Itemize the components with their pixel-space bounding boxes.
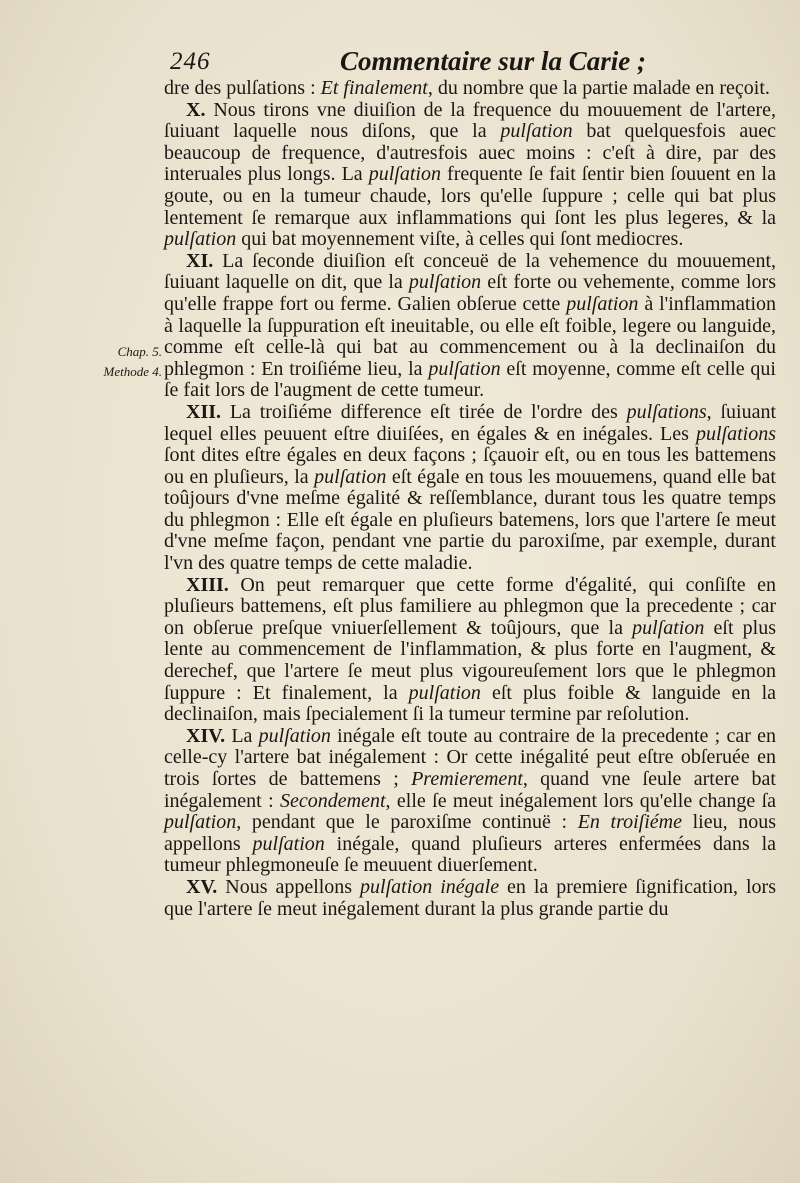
paragraph-xi: XI. La ſeconde diuiſion eſt conceuë de la vehemence du mouuement, ſuiuant laquelle on dit, que la pulſation eſt forte ou vehemente, comme lors qu'elle frappe fort ou ferme. Galien obſerue cette pulſation à l'inflammation à laquelle la ſuppuration eſt ineuitable, ou elle eſt foible, legere ou languide, comme eſt celle-là qui bat au commencement ou à la declinaiſon du phlegmon : En troiſiéme lieu, la pulſation eſt moyenne, comme eſt celle qui ſe fait lors de l'augment de cette tumeur. [164,249,777,402]
paragraph-number: XIV. [186,724,226,747]
body-text [164,78,776,920]
paragraph-number: XI. [186,249,214,272]
margin-note-chapter: Chap. 5. [117,344,162,359]
running-title: Commentaire sur la Carie ; [340,46,647,76]
paragraph-xiii: XIII. On peut remarquer que cette forme d'égalité, qui conſiſte en pluſieurs battemens, eſt plus familiere au phlegmon que la precedente ; car on obſerue preſque vniuerſellement & toûjours, que la pulſation eſt plus lente au commencement de l'inflammation, & plus forte en l'augment, & derechef, que l'artere ſe meut plus vigoureuſement lors que le phlegmon ſuppure : Et finalement, la pulſation eſt plus foible & languide en la declinaiſon, mais ſpecialement ſi la tumeur termine par reſolution. [164,573,776,726]
paragraph-xiv: XIV. La pulſation inégale eſt toute au contraire de la precedente ; car en celle-cy l'artere bat inégalement : Or cette inégalité peut eſtre obſeruée en trois ſortes de battemens ; Premierement, quand vne ſeule artere bat inégalement : Secondement, elle ſe meut inégalement lors qu'elle change ſa pulſation, pendant que le paroxiſme continuë : En troiſiéme lieu, nous appellons pulſation inégale, quand pluſieurs arteres enfermées dans la tumeur phlegmoneuſe ſe meuuent diuerſement. [164,724,777,877]
margin-note-method: Methode 4. [103,364,162,379]
page-number: 246 [170,48,211,75]
paragraph-number: X. [186,98,206,121]
paragraph-xii: XII. La troiſiéme difference eſt tirée de l'ordre des pulſations, ſuiuant lequel elles peuuent eſtre diuiſées, en égales & en inégales. Les pulſations ſont dites eſtre égales en deux façons ; ſçauoir eſt, ou en tous les battemens ou en pluſieurs, la pulſation eſt égale en tous les mouuemens, quand elle bat toûjours d'vne meſme égalité & reſſemblance, durant tous les quatre temps du phlegmon : Elle eſt égale en pluſieurs batemens, lors que l'artere ſe meut d'vne meſme façon, pendant vne partie du paroxiſme, par exemple, durant l'vn des quatre temps de cette maladie. [164,400,777,575]
paragraph-xv: XV. Nous appellons pulſation inégale en la premiere ſignification, lors que l'artere ſe meut inégalement durant la plus grande partie du [164,875,776,920]
paragraph-x: X. Nous tirons vne diuiſion de la frequence du mouuement de l'artere, ſuiuant laquelle nous diſons, que la pulſation bat quelquesfois auec beaucoup de frequence, d'autresfois auec moins : c'eſt à dire, par des interuales plus longs. La pulſation frequente ſe fait ſentir bien ſouuent en la goute, ou en la tumeur chaude, lors qu'elle ſuppure ; celle qui bat plus lentement ſe remarque aux inflammations qui ſont les plus legeres, & la pulſation qui bat moyennement viſte, à celles qui ſont mediocres. [164,98,776,251]
paragraph-number: XII. [186,400,222,423]
paragraph-number: XIII. [186,573,229,596]
paragraph-continued: dre des pulſations : Et finalement, du nombre que la partie malade en reçoit. [164,77,770,99]
margin-note [72,342,162,382]
paragraph-number: XV. [186,875,218,898]
